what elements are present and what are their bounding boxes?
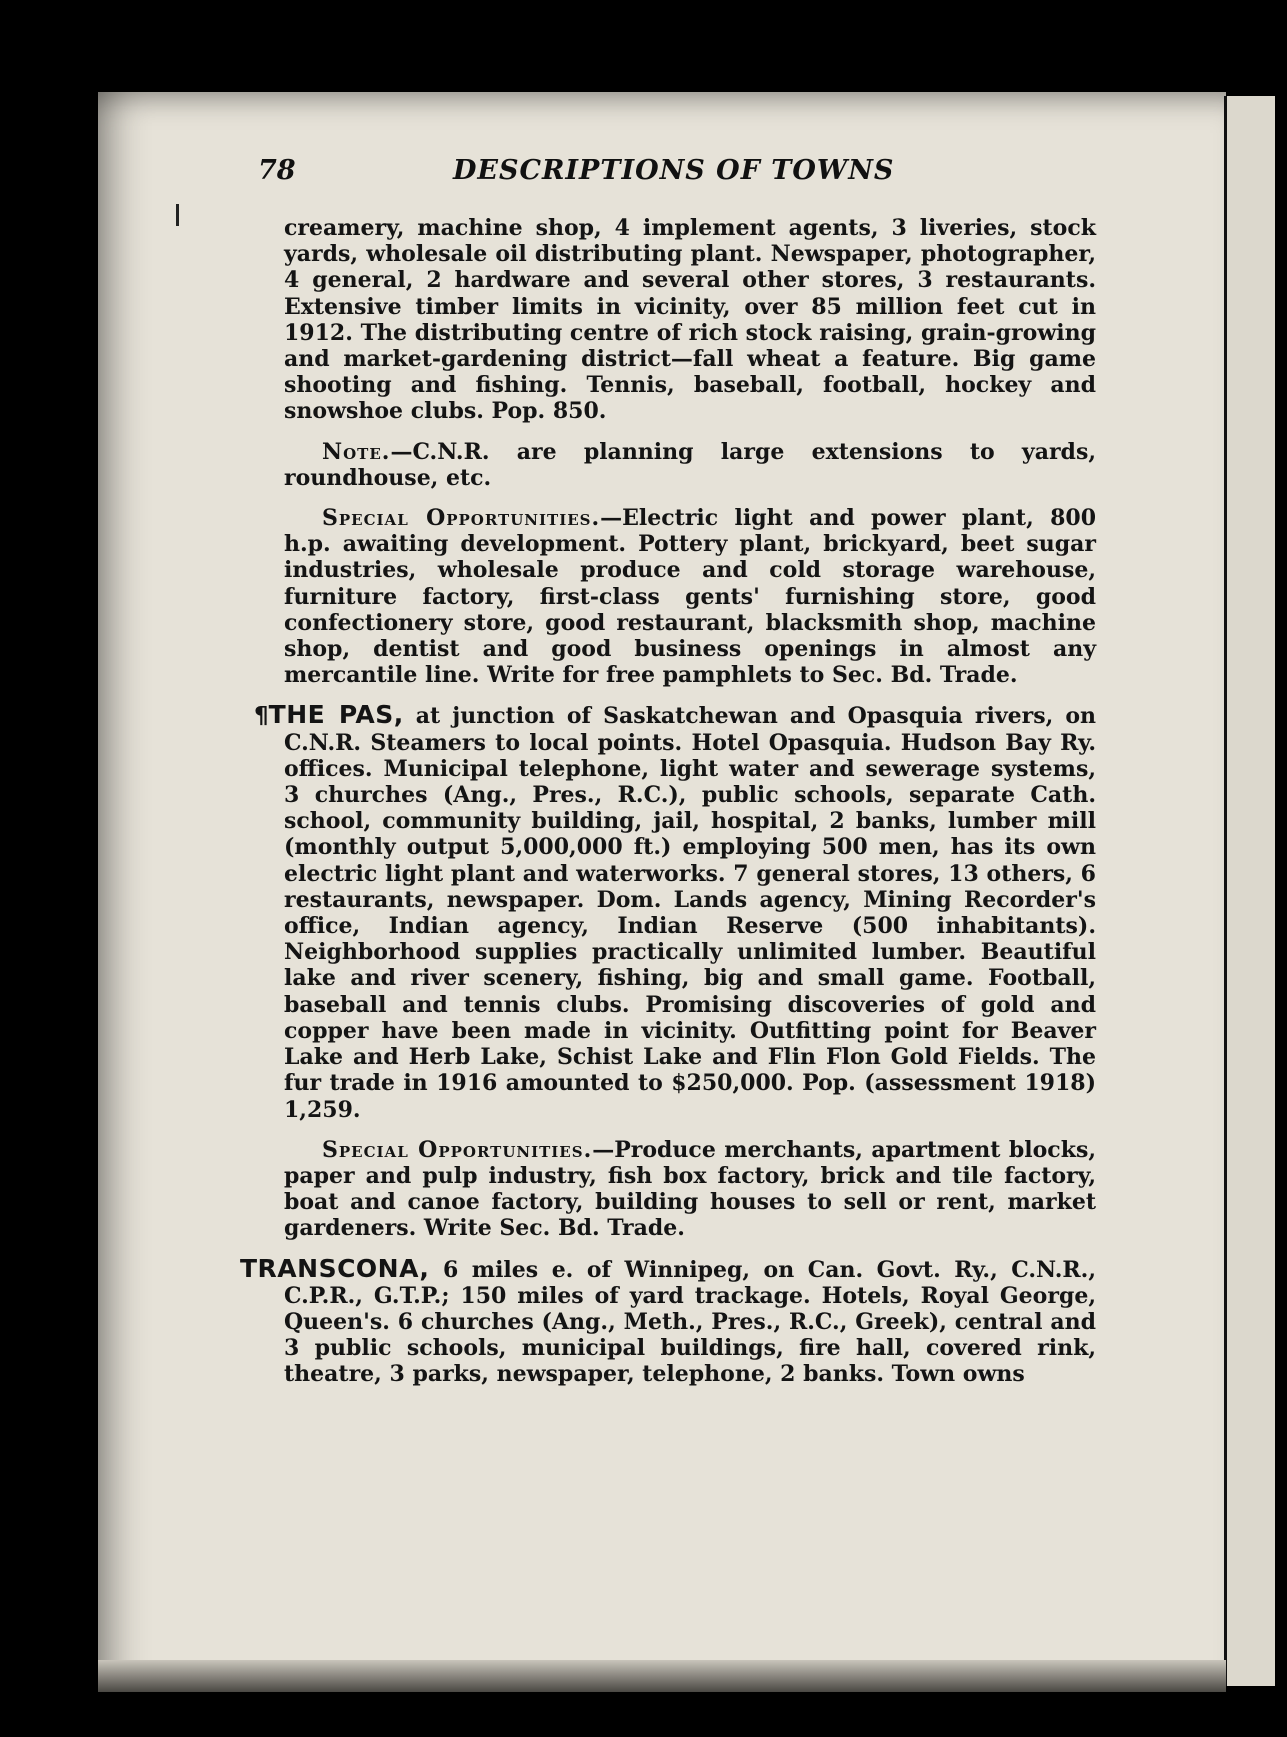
town-entry-the-pas bbox=[254, 700, 1096, 1123]
page-body bbox=[240, 215, 1096, 1388]
running-title: DESCRIPTIONS OF TOWNS bbox=[453, 155, 895, 186]
page-bottom-shadow bbox=[98, 1660, 1226, 1692]
paragraph-special-opportunities-2 bbox=[284, 1137, 1096, 1242]
town-name-transcona: TRANSCONA, bbox=[240, 1253, 430, 1283]
town-entry-transcona bbox=[240, 1253, 1096, 1388]
paragraph-special-opportunities bbox=[284, 505, 1096, 688]
special-opportunities-label: Special Opportunities. bbox=[322, 505, 601, 532]
special-opportunities-text-2: —Produce merchants, apartment blocks, paper and pulp industry, fish box factory, brick and tile factory, boat and canoe factory, building houses to sell or rent, market gardeners. Write Sec. Bd. Trade. bbox=[284, 1136, 1096, 1242]
paragraph-continuation: creamery, machine shop, 4 implement agents, 3 liveries, stock yards, wholesale oil distributing plant. Newspaper, photographer, 4 general, 2 hardware and several other stores, 3 restaurants. Extensive timber limits in vicinity, over 85 million feet cut in 1912. The distributing centre of rich stock raising, grain-growing and market-gardening district—fall wheat a feature. Big game shooting and fishing. Tennis, baseball, football, hockey and snowshoe clubs. Pop. 850. bbox=[284, 215, 1096, 425]
special-opportunities-text: —Electric light and power plant, 800 h.p. awaiting development. Pottery plant, brickyard, beet sugar industries, wholesale produce and cold storage warehouse, furniture factory, first-class gents' furnishing store, good confectionery store, good restaurant, blacksmith shop, machine shop, dentist and good business openings in almost any mercantile line. Write for free pamphlets to Sec. Bd. Trade. bbox=[284, 505, 1096, 689]
note-label: Note. bbox=[322, 438, 391, 465]
town-text-transcona: 6 miles e. of Winnipeg, on Can. Govt. Ry., C.N.R., C.P.R., G.T.P.; 150 miles of yard trackage. Hotels, Royal George, Queen's. 6 churches (Ang., Meth., Pres., R.C., Greek), central and 3 public schools, municipal buildings, fire hall, covered rink, theatre, 3 parks, newspaper, telephone, 2 banks. Town owns bbox=[284, 1256, 1096, 1388]
town-name-the-pas: THE PAS, bbox=[268, 700, 404, 730]
note-text: —C.N.R. are planning large extensions to yards, roundhouse, etc. bbox=[284, 438, 1096, 491]
pilcrow-mark: ¶ bbox=[254, 703, 269, 730]
paragraph-note bbox=[284, 439, 1096, 491]
facing-page-edge bbox=[1224, 96, 1275, 1686]
special-opportunities-label-2: Special Opportunities. bbox=[322, 1136, 593, 1163]
margin-mark bbox=[176, 204, 179, 226]
page-number: 78 bbox=[258, 155, 296, 186]
page-header bbox=[258, 155, 978, 195]
town-text-the-pas: at junction of Saskatchewan and Opasquia rivers, on C.N.R. Steamers to local points. Hotel Opasquia. Hudson Bay Ry. offices. Municipal telephone, light water and sewerage systems, 3 churches (Ang., Pres., R.C.), public schools, separate Cath. school, community building, jail, hospital, 2 banks, lumber mill (monthly output 5,000,000 ft.) employing 500 men, has its own electric light plant and waterworks. 7 general stores, 13 others, 6 restaurants, newspaper. Dom. Lands agency, Mining Recorder's office, Indian agency, Indian Reserve (500 inhabitants). Neighborhood supplies practically unlimited lumber. Beautiful lake and river scenery, fishing, big and small game. Football, baseball and tennis clubs. Promising discoveries of gold and copper have been made in vicinity. Outfitting point for Beaver Lake and Herb Lake, Schist Lake and Flin Flon Gold Fields. The fur trade in 1916 amounted to $250,000. Pop. (assessment 1918) 1,259. bbox=[284, 703, 1096, 1123]
